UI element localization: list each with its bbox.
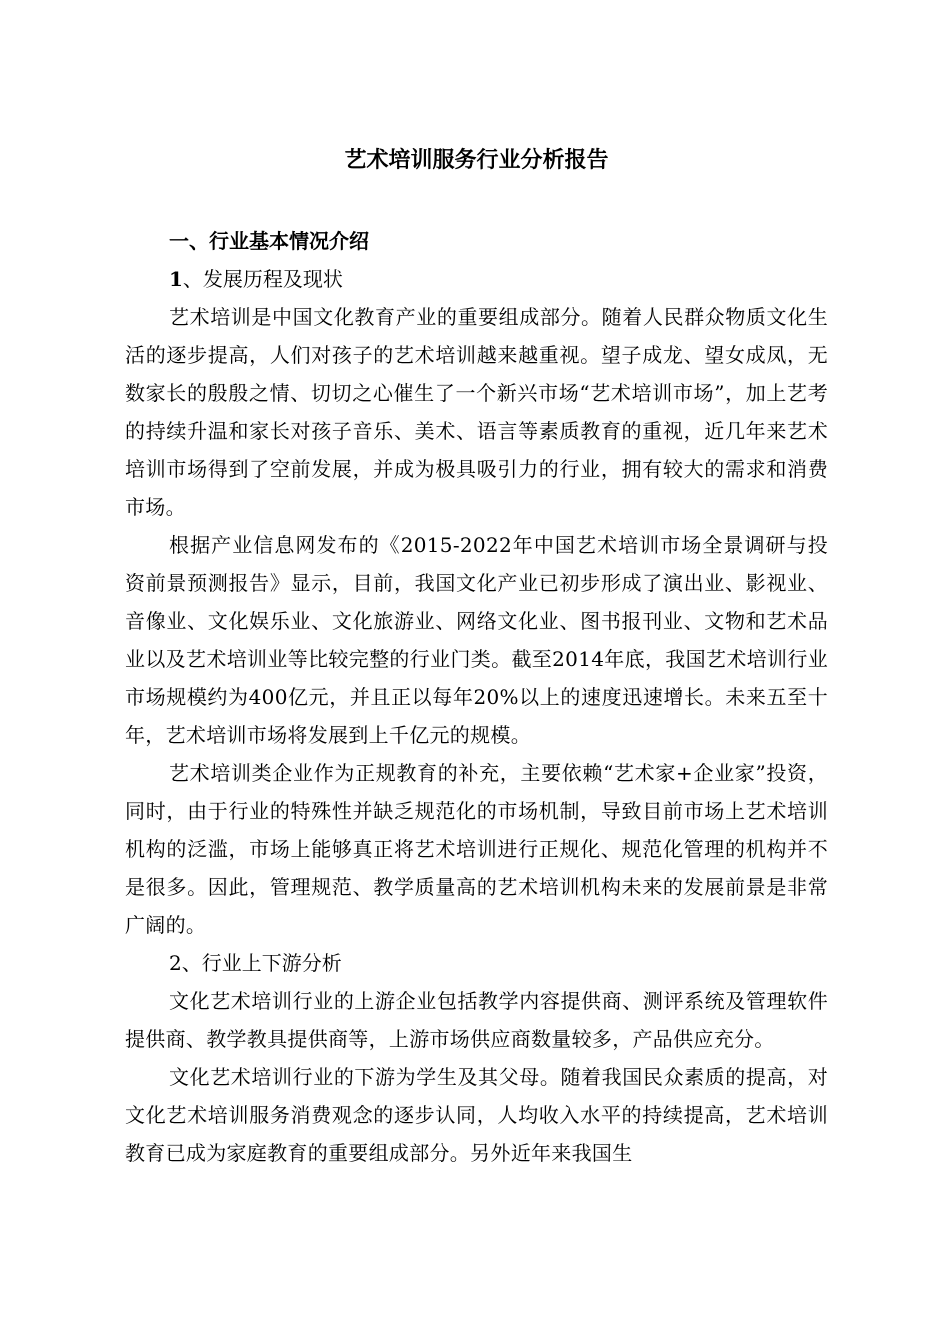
section-heading: 一、行业基本情况介绍 [169, 229, 369, 253]
document-body [125, 222, 828, 1172]
paragraph: 艺术培训类企业作为正规教育的补充，主要依赖“艺术家+企业家”投资，同时，由于行业的特殊性并缺乏规范化的市场机制，导致目前市场上艺术培训机构的泛滥，市场上能够真正将艺术培训进行正规化、规范化管理的机构并不是很多。因此，管理规范、教学质量高的艺术培训机构未来的发展前景是非常广阔的。 [125, 761, 828, 937]
document-title: 艺术培训服务行业分析报告 [344, 147, 609, 173]
subsection-heading-2: 2、行业上下游分析 [169, 951, 342, 975]
paragraph: 艺术培训是中国文化教育产业的重要组成部分。随着人民群众物质文化生活的逐步提高，人们对孩子的艺术培训越来越重视。望子成龙、望女成凤，无数家长的殷殷之情、切切之心催生了一个新兴市场“艺术培训市场”，加上艺考的持续升温和家长对孩子音乐、美术、语言等素质教育的重视，近几年来艺术培训市场得到了空前发展，并成为极具吸引力的行业，拥有较大的需求和消费市场。 [125, 305, 828, 519]
paragraph: 文化艺术培训行业的下游为学生及其父母。随着我国民众素质的提高，对文化艺术培训服务消费观念的逐步认同，人均收入水平的持续提高，艺术培训教育已成为家庭教育的重要组成部分。另外近年来我国生 [125, 1065, 828, 1165]
subsection-number: 1 [169, 267, 183, 291]
subsection-label: 、发展历程及现状 [182, 267, 343, 291]
subsection-heading-1 [125, 260, 828, 298]
paragraph: 根据产业信息网发布的《2015-2022年中国艺术培训市场全景调研与投资前景预测报告》显示，目前，我国文化产业已初步形成了演出业、影视业、音像业、文化娱乐业、文化旅游业、网络文化业、图书报刊业、文物和艺术品业以及艺术培训业等比较完整的行业门类。截至2014年底，我国艺术培训行业市场规模约为400亿元，并且正以每年20%以上的速度迅速增长。未来五至十年，艺术培训市场将发展到上千亿元的规模。 [125, 533, 828, 747]
paragraph: 文化艺术培训行业的上游企业包括教学内容提供商、测评系统及管理软件提供商、教学教具提供商等，上游市场供应商数量较多，产品供应充分。 [125, 989, 828, 1051]
